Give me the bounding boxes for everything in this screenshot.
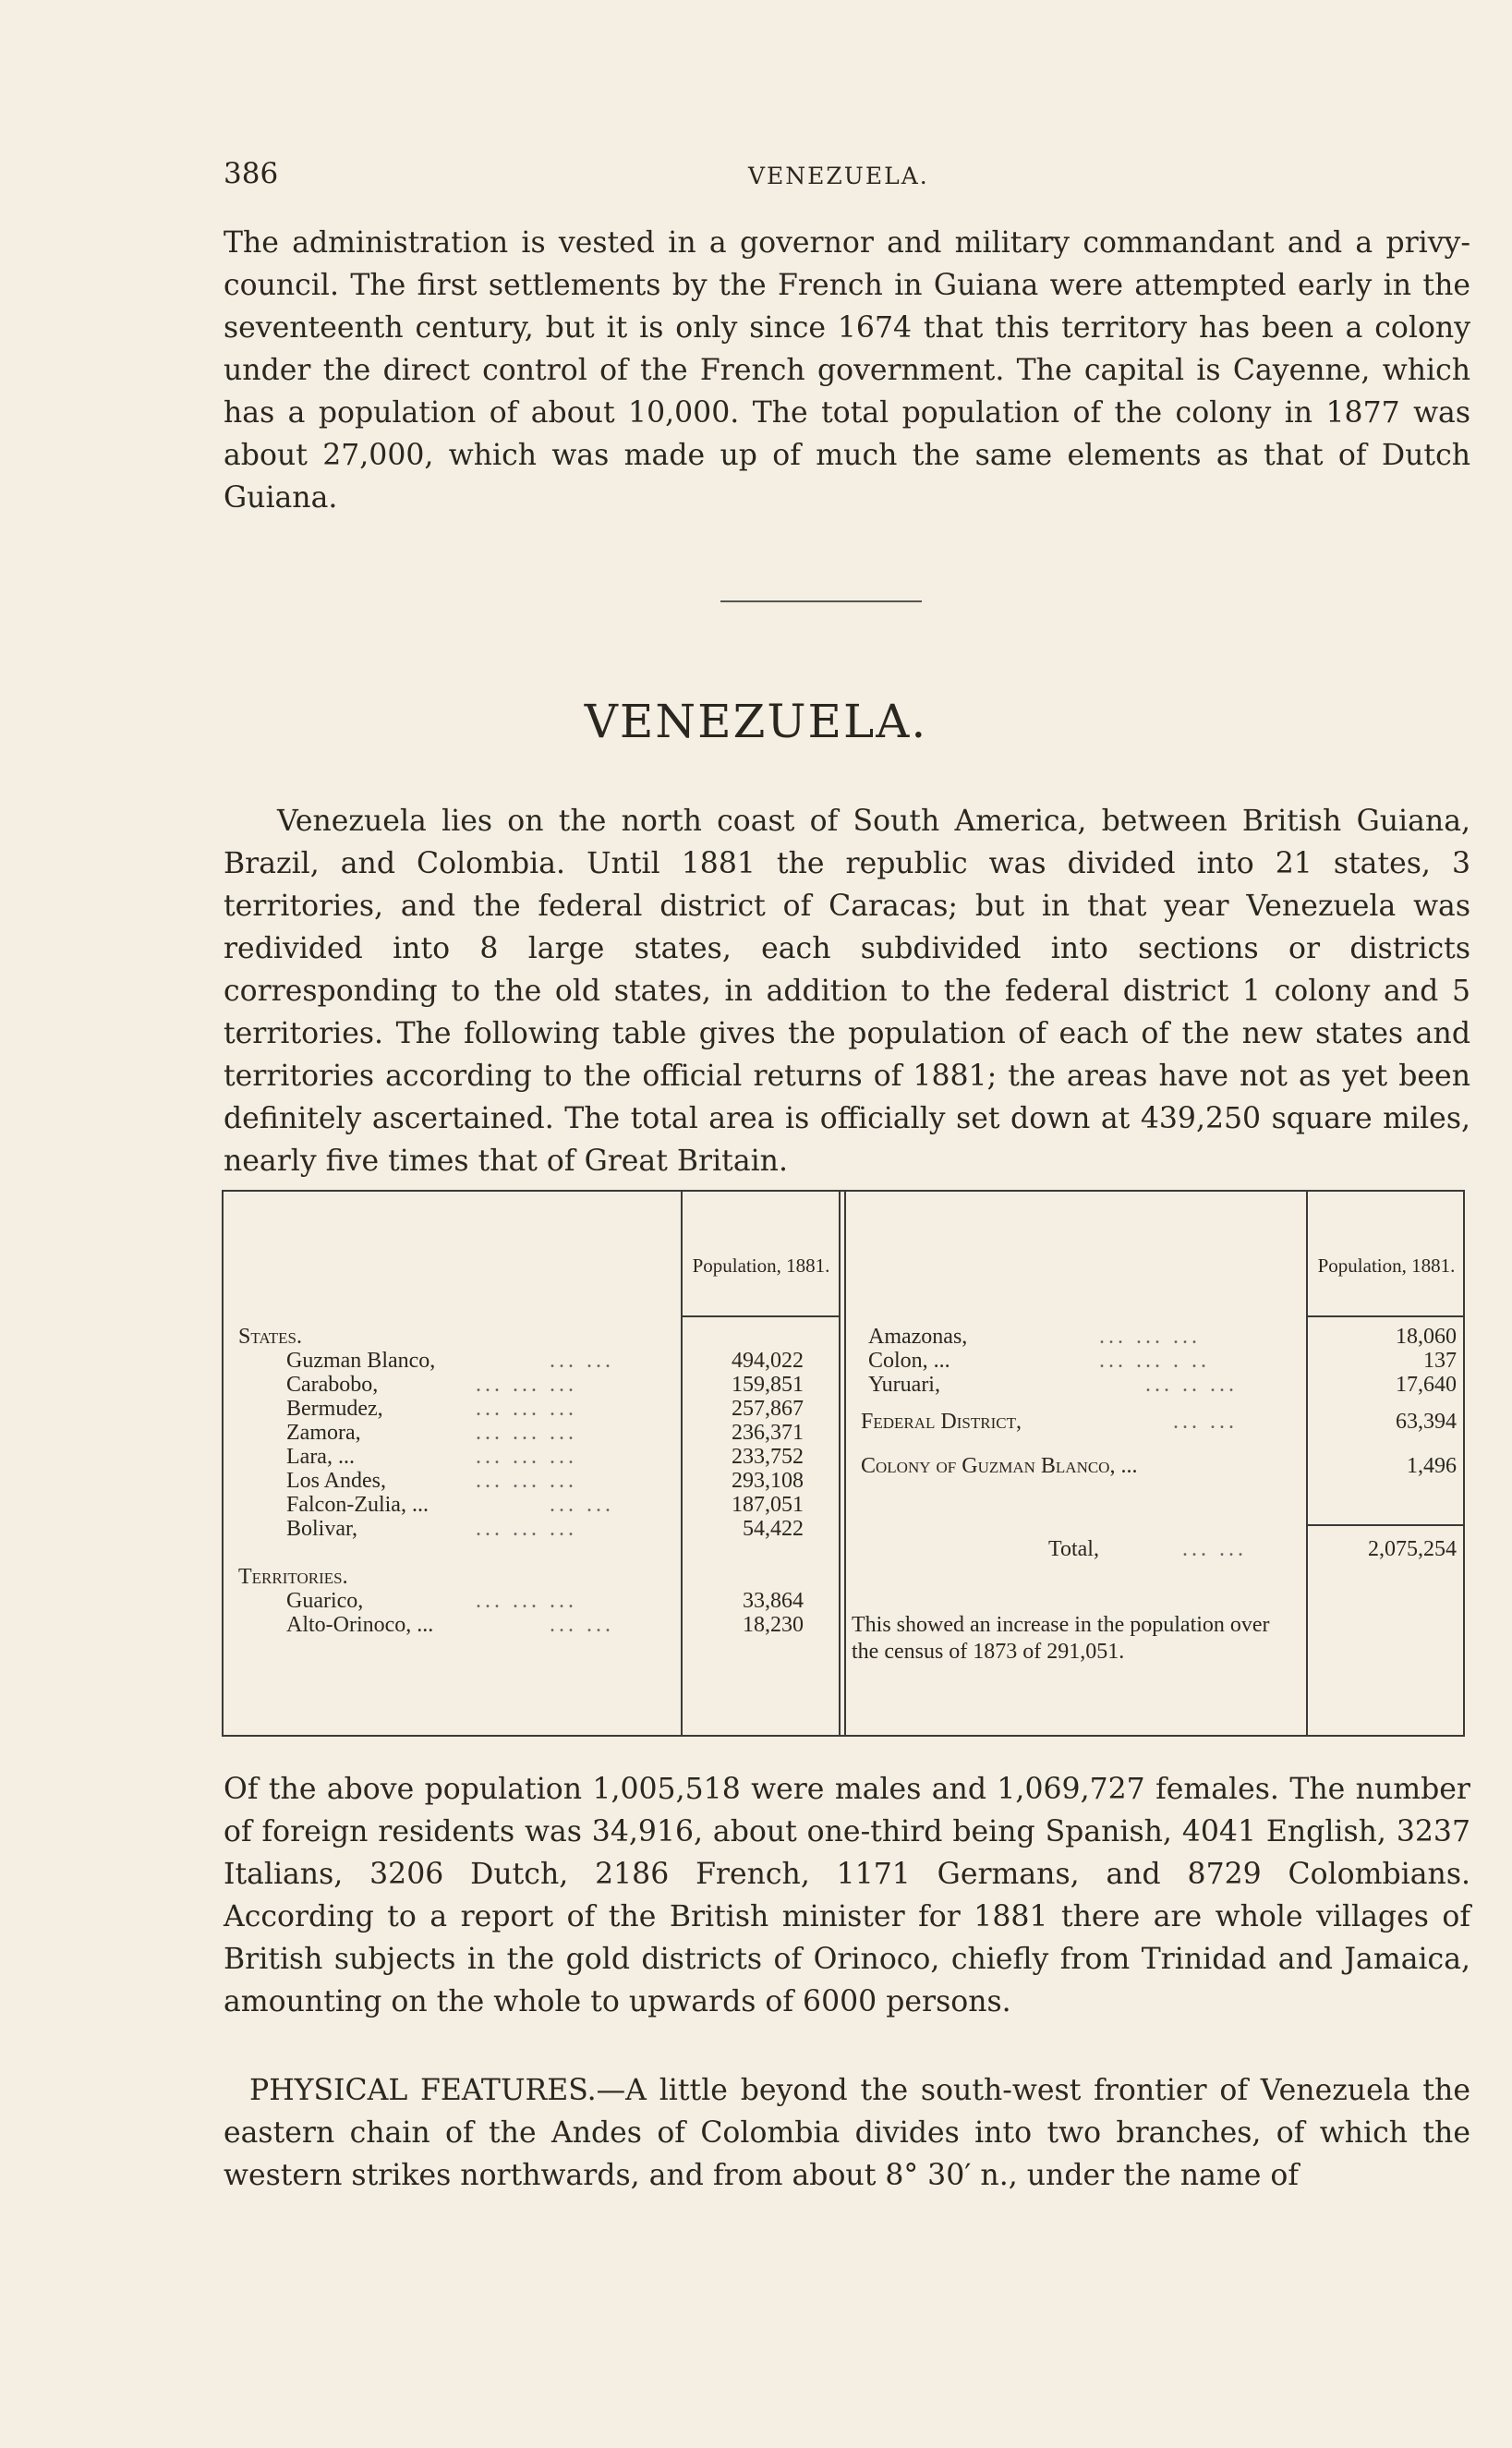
column-header-population-left: Population, 1881. <box>692 1254 830 1277</box>
table-row-label: Falcon-Zulia, ... <box>286 1493 429 1517</box>
section-divider <box>720 600 922 602</box>
table-row-label: Amazonas, <box>868 1325 968 1349</box>
table-row-label: Bermudez, <box>286 1397 383 1421</box>
table-row-label: Bolivar, <box>286 1517 358 1541</box>
table-note: This showed an increase in the population over the census of 1873 of 291,051. <box>852 1613 1270 1664</box>
page-number: 386 <box>224 157 279 190</box>
table-row-value: 187,051 <box>732 1493 804 1517</box>
running-header <box>224 157 1480 198</box>
table-divider <box>681 1190 683 1737</box>
table-row-label: Federal District, <box>861 1410 1022 1434</box>
dot-leader: ... ... . .. <box>1099 1349 1210 1373</box>
running-title: VENEZUELA. <box>748 163 929 189</box>
table-row-label: Lara, ... <box>286 1445 355 1469</box>
table-rule-top <box>222 1190 1465 1192</box>
table-row-value: 18,230 <box>743 1613 804 1637</box>
dot-leader: ... ... ... <box>476 1445 577 1469</box>
total-rule <box>1306 1524 1465 1526</box>
table-row-label: Alto-Orinoco, ... <box>286 1613 434 1637</box>
dot-leader: ... ... ... <box>476 1589 577 1613</box>
physical-features-lead: PHYSICAL FEATURES. <box>249 2074 597 2107</box>
dot-leader: ... ... ... <box>1099 1325 1201 1349</box>
table-divider <box>844 1190 846 1737</box>
dot-leader: ... ... <box>1173 1410 1238 1434</box>
table-row-value: 233,752 <box>732 1445 804 1469</box>
dot-leader: ... ... <box>1182 1537 1247 1561</box>
table-row-value: 63,394 <box>1396 1410 1457 1434</box>
table-row-label: Carabobo, <box>286 1373 379 1397</box>
table-row-value: 18,060 <box>1396 1325 1457 1349</box>
territories-heading: Territories. <box>238 1565 348 1589</box>
dot-leader: ... ... ... <box>476 1469 577 1493</box>
paragraph-population-detail: Of the above population 1,005,518 were males and 1,069,727 females. The number of foreign residents was 34,916, about one-third being Spanish, 4041 English, 3237 Italians, 3206 Dutch, 2186 French, 1171 Germans, and 8729 Colombians. According to a report of the British minister for 1881 there are whole villages of British subjects in the gold districts of Orinoco, chiefly from Trinidad and Jamaica, amounting on the whole to upwards of 6000 persons. <box>224 1773 1470 2018</box>
paragraph-french-guiana: The administration is vested in a governor and military commandant and a privy-council. The first settlements by the French in Guiana were attempted early in the seventeenth century, but it is only since 1674 that this territory has been a colony under the direct control of the French government. The capital is Cayenne, which has a population of about 10,000. The total population of the colony in 1877 was about 27,000, which was made up of much the same elements as that of Dutch Guiana. <box>224 226 1470 515</box>
table-row-value: 159,851 <box>732 1373 804 1397</box>
table-row-value: 137 <box>1423 1349 1457 1373</box>
table-row-label: Zamora, <box>286 1421 361 1445</box>
table-row-value: 494,022 <box>732 1349 804 1373</box>
table-border-left <box>222 1190 224 1737</box>
table-row-value: 33,864 <box>743 1589 804 1613</box>
dot-leader: ... ... ... <box>476 1421 577 1445</box>
table-divider <box>839 1190 841 1737</box>
table-row-label: Yuruari, <box>868 1373 940 1397</box>
column-header-population-right: Population, 1881. <box>1317 1254 1456 1277</box>
total-value: 2,075,254 <box>1368 1537 1457 1561</box>
dot-leader: ... ... ... <box>476 1397 577 1421</box>
dot-leader: ... ... <box>550 1493 614 1517</box>
table-row-value: 293,108 <box>732 1469 804 1493</box>
paragraph-physical-features <box>224 2069 1470 2197</box>
states-heading: States. <box>238 1325 302 1349</box>
table-rule-bottom <box>222 1735 1465 1737</box>
paragraph-venezuela-intro: Venezuela lies on the north coast of South America, between British Guiana, Brazil, and Colombia. Until 1881 the republic was divided into 21 states, 3 territories, and the federal district of Caracas; but in that year Venezuela was redivided into 8 large states, each subdivided into sections or districts corresponding to the old states, in addition to the federal district 1 colony and 5 territories. The following table gives the population of each of the new states and territories according to the official returns of 1881; the areas have not as yet been definitely ascertained. The total area is officially set down at 439,250 square miles, nearly five times that of Great Britain. <box>224 805 1470 1178</box>
table-row-label: Los Andes, <box>286 1469 386 1493</box>
dot-leader: ... .. ... <box>1145 1373 1238 1397</box>
table-row-value: 54,422 <box>743 1517 804 1541</box>
table-row-label: Guarico, <box>286 1589 364 1613</box>
table-row-value: 17,640 <box>1396 1373 1457 1397</box>
column-header-rule <box>1306 1315 1465 1317</box>
table-row-value: 1,496 <box>1407 1454 1457 1478</box>
table-row-label: Colony of Guzman Blanco, ... <box>861 1454 1138 1478</box>
table-row-value: 236,371 <box>732 1421 804 1445</box>
column-header-rule <box>681 1315 840 1317</box>
dot-leader: ... ... ... <box>476 1517 577 1541</box>
dot-leader: ... ... ... <box>476 1373 577 1397</box>
table-row-label: Guzman Blanco, <box>286 1349 436 1373</box>
table-row-label: Colon, ... <box>868 1349 950 1373</box>
population-table <box>222 1190 1465 1737</box>
dot-leader: ... ... <box>550 1613 614 1637</box>
dot-leader: ... ... <box>550 1349 614 1373</box>
physical-features-text: —A little beyond the south-west frontier of Venezuela the eastern chain of the Andes of Colombia divides into two branches, of which the western strikes northwards, and from about 8° 30′ n., under the name of <box>224 2074 1470 2192</box>
table-divider <box>1306 1190 1308 1737</box>
table-row-value: 257,867 <box>732 1397 804 1421</box>
section-title: VENEZUELA. <box>584 695 928 748</box>
total-label: Total, <box>1048 1537 1099 1561</box>
